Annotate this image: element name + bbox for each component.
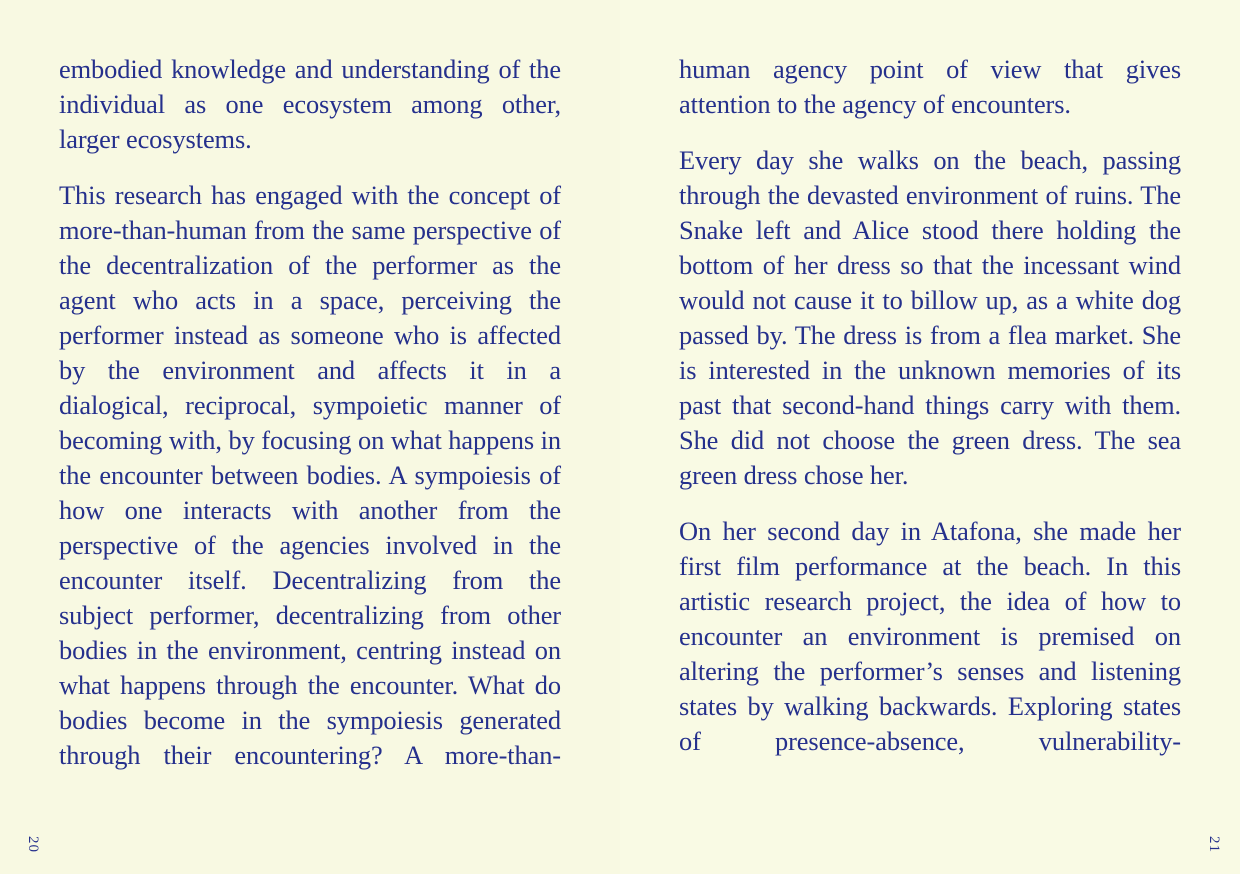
page-number-left: 20 [25, 836, 41, 853]
right-page [620, 0, 1240, 874]
right-text-column [679, 52, 1181, 780]
left-paragraph-2: This research has engaged with the concept of more-than-human from the same perspective of the decentralization of the performer as the agent who acts in a space, perceiving the performer instead as someone who is affected by the environment and affects it in a dialogical, reciprocal, sympoietic manner of becoming with, by focusing on what happens in the encounter between bodies. A sympoiesis of how one interacts with another from the perspective of the agencies involved in the encounter itself. Decentralizing from the subject performer, decentralizing from other bodies in the environment, centring instead on what happens through the encounter. What do bodies become in the sympoiesis generated through their encountering? A more-than- [59, 180, 561, 770]
left-text-column [59, 52, 561, 794]
page-number-right: 21 [1206, 836, 1222, 853]
left-paragraph-1: embodied knowledge and understanding of the individual as one ecosystem among other, larger ecosystems. [59, 54, 561, 154]
right-paragraph-2: Every day she walks on the beach, passing through the devasted environment of ruins. The Snake left and Alice stood there holding the bottom of her dress so that the incessant wind would not cause it to billow up, as a white dog passed by. The dress is from a flea market. She is interested in the unknown memories of its past that second-hand things carry with them. She did not choose the green dress. The sea green dress chose her. [679, 145, 1181, 490]
right-paragraph-1: human agency point of view that gives attention to the agency of encounters. [679, 54, 1181, 119]
right-paragraph-3: On her second day in Atafona, she made her first film performance at the beach. In this artistic research project, the idea of how to encounter an environment is premised on altering the performer’s senses and listening states by walking backwards. Exploring states of presence-absence, vulnerability- [679, 516, 1181, 756]
